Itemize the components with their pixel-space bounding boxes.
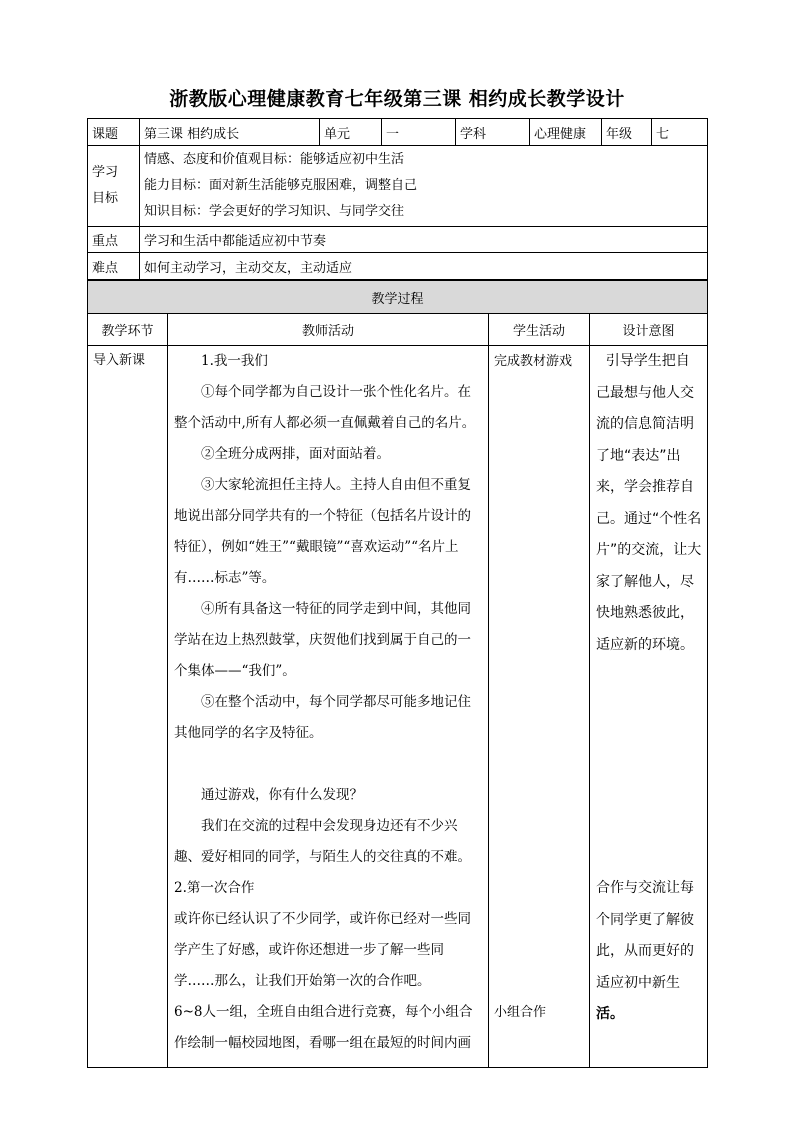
stage-cell (88, 346, 168, 1068)
course-value: 第三课 相约成长 (140, 119, 320, 146)
teacher-step-3: ③大家轮流担任主持人。主持人自由但不重复地说出部分同学共有的一个特征（包括名片设计的特征），例如“姓王”“戴眼镜”“喜欢运动”“名片上有……标志”等。 (174, 477, 471, 586)
key-label: 重点 (88, 227, 140, 253)
design-intent-2-end: 活。 (596, 1006, 624, 1022)
goal-ability: 能力目标：面对新生活能够克服困难，调整自己 (144, 178, 418, 193)
process-band: 教学过程 (88, 281, 708, 314)
teacher-step-1: ①每个同学都为自己设计一张个性化名片。在整个活动中,所有人都必须一直佩戴着自己的名片。 (174, 384, 476, 431)
grade-value: 七 (652, 119, 708, 146)
subject-label: 学科 (456, 119, 530, 146)
teacher-spacer (174, 749, 482, 780)
design-intent-2-main: 合作与交流让每个同学更了解彼此，从而更好的适应初中新生 (596, 880, 694, 991)
student-activity-1: 完成教材游戏 (494, 354, 573, 369)
grade-label: 年级 (602, 119, 652, 146)
teacher-step-2: ②全班分成两排，面对面站着。 (201, 446, 390, 462)
key-value: 学习和生活中都能适应初中节奏 (140, 227, 708, 253)
difficult-value: 如何主动学习，主动交友，主动适应 (140, 253, 708, 280)
design-intent (590, 346, 708, 1068)
col-design: 设计意图 (590, 314, 708, 346)
teacher-activity (168, 346, 489, 1068)
teacher-step-4: ④所有具备这一特征的同学走到中间，其他同学站在边上热烈鼓掌，庆贺他们找到属于自己的一个集体——“我们”。 (174, 601, 471, 679)
teacher-step-6: 或许你已经认识了不少同学，或许你已经对一些同学产生了好感，或许你还想进一步了解一些同学……那么，让我们开始第一次的合作吧。 (174, 911, 471, 989)
difficult-label: 难点 (88, 253, 140, 280)
goal-emotion: 情感、态度和价值观目标：能够适应初中生活 (144, 152, 405, 167)
teacher-step-5: ⑤在整个活动中，每个同学都尽可能多地记住其他同学的名字及特征。 (174, 694, 471, 741)
col-teacher: 教师活动 (168, 314, 489, 346)
goals-label-line-2: 目标 (92, 191, 119, 206)
header-table (87, 118, 708, 280)
goals-value (140, 146, 708, 227)
process-table (87, 280, 708, 1068)
design-intent-2 (596, 873, 705, 1031)
design-intent-1: 引导学生把自己最想与他人交流的信息简洁明了地“表达”出来，学会推荐自己。通过“个性名片”的交流，让大家了解他人，尽快地熟悉彼此，适应新的环境。 (596, 353, 702, 653)
teacher-question: 通过游戏，你有什么发现？ (201, 787, 363, 803)
teacher-section-1: 1.我一我们 (201, 353, 268, 369)
course-label: 课题 (88, 119, 140, 146)
goal-knowledge: 知识目标：学会更好的学习知识、与同学交往 (144, 204, 405, 219)
subject-value: 心理健康 (530, 119, 602, 146)
stage-value: 导入新课 (93, 353, 146, 368)
unit-value: 一 (382, 119, 456, 146)
goals-label-line-1: 学习 (92, 165, 119, 180)
col-student: 学生活动 (489, 314, 590, 346)
page-title: 浙教版心理健康教育七年级第三课 相约成长教学设计 (169, 88, 625, 110)
teacher-answer: 我们在交流的过程中会发现身边还有不少兴趣、爱好相同的同学，与陌生人的交往真的不难。 (174, 818, 471, 865)
col-stage: 教学环节 (88, 314, 168, 346)
teacher-step-7: 6~8人一组，全班自由组合进行竞赛，每个小组合作绘制一幅校园地图，看哪一组在最短的时间内画 (174, 1004, 473, 1051)
teacher-section-2: 2.第一次合作 (174, 880, 255, 896)
goals-label (88, 146, 140, 227)
student-activity-2: 小组合作 (494, 1005, 547, 1020)
unit-label: 单元 (320, 119, 382, 146)
student-activity (489, 346, 590, 1068)
